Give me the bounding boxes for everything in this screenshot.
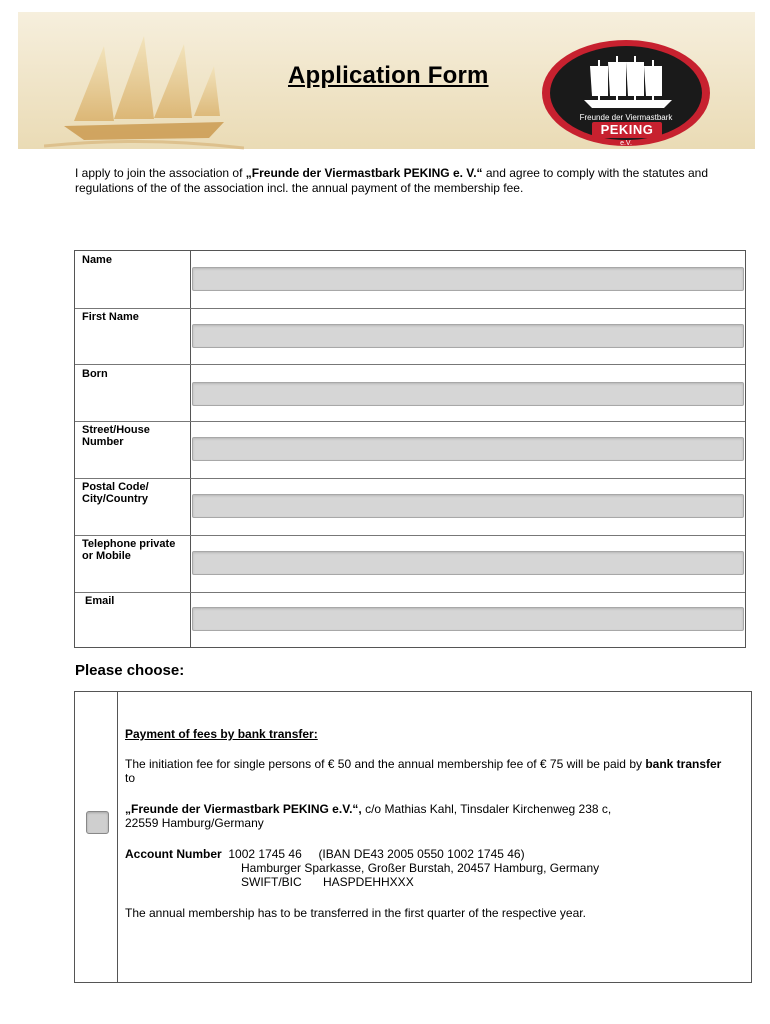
payment-terms-post: to xyxy=(125,771,136,785)
account-line xyxy=(125,847,525,861)
recipient xyxy=(125,802,730,816)
association-logo xyxy=(540,38,712,148)
recipient-name: „Freunde der Viermastbark PEKING e.V.“, xyxy=(125,802,362,816)
telephone-input[interactable] xyxy=(192,551,744,575)
payment-terms-pre: The initiation fee for single persons of € 50 and the annual membership fee of € 75 will be paid by xyxy=(125,757,646,771)
account-number: 1002 1745 46 xyxy=(228,847,302,861)
page-title: Application Form xyxy=(288,62,489,89)
swift-label: SWIFT/BIC xyxy=(241,875,302,889)
sailing-ship-illustration xyxy=(44,26,244,156)
recipient-city: 22559 Hamburg/Germany xyxy=(125,816,264,830)
payment-option-box xyxy=(74,691,752,983)
row-divider xyxy=(75,535,745,536)
row-divider xyxy=(75,364,745,365)
application-form-table xyxy=(74,250,746,648)
row-divider xyxy=(75,308,745,309)
bank-transfer-checkbox[interactable] xyxy=(86,811,109,834)
email-input[interactable] xyxy=(192,607,744,631)
checkbox-column xyxy=(75,692,118,982)
row-divider xyxy=(75,421,745,422)
street-input[interactable] xyxy=(192,437,744,461)
label-postal: Postal Code/ City/Country xyxy=(82,481,149,505)
transfer-note: The annual membership has to be transferred in the first quarter of the respective year. xyxy=(125,906,586,920)
intro-paragraph xyxy=(75,166,715,196)
intro-post: and agree to comply with the statutes and regulations of the of the association incl. the annual payment of the membership fee. xyxy=(75,166,709,195)
label-street: Street/House Number xyxy=(82,424,150,448)
payment-heading: Payment of fees by bank transfer: xyxy=(125,727,318,741)
logo-subtitle: Freunde der Viermastbark xyxy=(579,113,673,122)
row-divider xyxy=(75,478,745,479)
first-name-input[interactable] xyxy=(192,324,744,348)
iban: (IBAN DE43 2005 0550 1002 1745 46) xyxy=(318,847,525,861)
label-email: Email xyxy=(85,595,115,607)
label-name: Name xyxy=(82,254,112,266)
label-telephone: Telephone private or Mobile xyxy=(82,538,176,562)
payment-terms-bold: bank transfer xyxy=(645,757,722,771)
logo-suffix: e.V. xyxy=(620,140,632,147)
bank-address: Hamburger Sparkasse, Großer Burstah, 20457 Hamburg, Germany xyxy=(241,861,600,875)
logo-name: PEKING xyxy=(592,122,662,138)
choose-heading: Please choose: xyxy=(75,662,185,679)
payment-terms xyxy=(125,757,730,785)
intro-org: „Freunde der Viermastbark PEKING e. V.“ xyxy=(245,166,483,180)
swift-code: HASPDEHHXXX xyxy=(323,875,414,889)
born-input[interactable] xyxy=(192,382,744,406)
postal-city-country-input[interactable] xyxy=(192,494,744,518)
label-born: Born xyxy=(82,368,108,380)
intro-pre: I apply to join the association of xyxy=(75,166,246,180)
recipient-address: c/o Mathias Kahl, Tinsdaler Kirchenweg 238 c, xyxy=(361,802,612,816)
name-input[interactable] xyxy=(192,267,744,291)
account-label: Account Number xyxy=(125,847,222,861)
row-divider xyxy=(75,592,745,593)
label-first-name: First Name xyxy=(82,311,139,323)
